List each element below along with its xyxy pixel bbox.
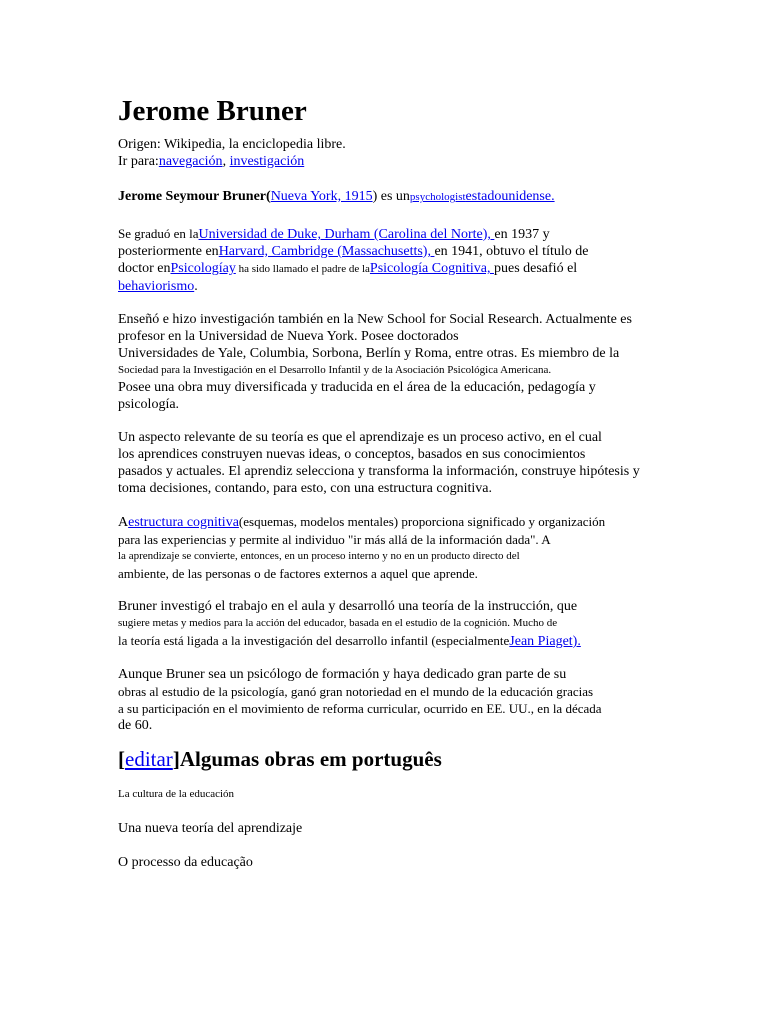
nationality-link[interactable]: estadounidense. bbox=[465, 189, 555, 204]
work-item: La cultura de la educación bbox=[118, 788, 235, 800]
p5-line: Bruner investigó el trabajo en el aula y desarrolló una teoría de la instrucción, que bbox=[118, 599, 578, 614]
jean-piaget-link[interactable]: Jean Piaget). bbox=[509, 634, 581, 649]
section-heading bbox=[118, 746, 666, 772]
intro-close-paren: ) bbox=[372, 189, 378, 204]
p1-text: Se graduó en la bbox=[118, 226, 199, 241]
p1-text: posteriormente en bbox=[118, 244, 219, 259]
p1-text: doctor en bbox=[118, 261, 171, 276]
goto-separator: , bbox=[222, 154, 230, 169]
p4-text: A bbox=[118, 515, 129, 530]
intro-line bbox=[118, 188, 666, 206]
section-title: Algumas obras em português bbox=[179, 747, 442, 771]
p1-text: ha sido llamado el padre de la bbox=[235, 263, 370, 275]
harvard-link[interactable]: Harvard, Cambridge (Massachusetts), bbox=[218, 244, 435, 259]
psychology-link[interactable]: Psicologíay bbox=[170, 261, 236, 276]
p5-line: sugiere metas y medios para la acción del educador, basada en el estudio de la cognición. Mucho de bbox=[118, 617, 558, 629]
p4-text: (esquemas, modelos mentales) proporciona significado y organización bbox=[238, 514, 606, 529]
p1-line-4 bbox=[118, 278, 666, 295]
subject-name: Jerome Seymour Bruner bbox=[118, 189, 267, 204]
work-item: Una nueva teoría del aprendizaje bbox=[118, 821, 303, 836]
cognitive-structure-link[interactable]: estructura cognitiva bbox=[128, 515, 239, 530]
behaviorism-link[interactable]: behaviorismo bbox=[118, 279, 195, 294]
p1-line-1 bbox=[118, 225, 666, 243]
p2-line: profesor en la Universidad de Nueva York. Posee doctorados bbox=[118, 329, 459, 344]
article bbox=[118, 94, 666, 871]
duke-university-link[interactable]: Universidad de Duke, Durham (Carolina del Norte), bbox=[198, 227, 495, 242]
p3-line: toma decisiones, contando, para esto, con una estructura cognitiva. bbox=[118, 481, 492, 496]
p4-line: la aprendizaje se convierte, entonces, en un proceso interno y no en un producto directo del bbox=[118, 550, 520, 562]
p6-line: a su participación en el movimiento de reforma curricular, ocurrido en EE. UU., en la década bbox=[118, 701, 602, 716]
p1-text: en 1937 y bbox=[494, 227, 550, 242]
p4-line: ambiente, de las personas o de factores externos a aquel que aprende. bbox=[118, 566, 478, 581]
p1-line-2 bbox=[118, 243, 666, 260]
p4-line: para las experiencias y permite al individuo "ir más allá de la información dada". A bbox=[118, 532, 551, 547]
edit-bracket-open: [ bbox=[118, 747, 125, 771]
work-item: O processo da educação bbox=[118, 855, 253, 870]
navigation-link[interactable]: navegación bbox=[158, 154, 223, 169]
edit-bracket-close: ] bbox=[172, 747, 180, 771]
cognitive-psychology-link[interactable]: Psicología Cognitiva, bbox=[369, 261, 494, 276]
p6-line: de 60. bbox=[118, 718, 153, 733]
p3-line: los aprendices construyen nuevas ideas, o conceptos, basados en sus conocimientos bbox=[118, 447, 586, 462]
p2-line: Posee una obra muy diversificada y traducida en el área de la educación, pedagogía y bbox=[118, 380, 596, 395]
psychologist-link[interactable]: psychologist bbox=[409, 191, 466, 203]
search-link[interactable]: investigación bbox=[229, 154, 305, 169]
birthplace-link[interactable]: Nueva York, 1915 bbox=[270, 189, 373, 204]
p1-text: pues desafió el bbox=[493, 261, 578, 276]
page-title: Jerome Bruner bbox=[118, 95, 307, 127]
p5-text: la teoría está ligada a la investigación del desarrollo infantil (especialmente bbox=[118, 633, 510, 648]
p1-text: en 1941, obtuvo el título de bbox=[434, 244, 589, 259]
p2-line: Enseñó e hizo investigación también en la New School for Social Research. Actualmente es bbox=[118, 312, 632, 327]
p2-line: Sociedad para la Investigación en el Desarrollo Infantil y de la Asociación Psicológica Americana. bbox=[118, 364, 552, 376]
p6-line: Aunque Bruner sea un psicólogo de formación y haya dedicado gran parte de su bbox=[118, 667, 567, 682]
intro-text: es un bbox=[377, 189, 410, 204]
p1-line-3 bbox=[118, 260, 666, 278]
intro-open-paren: ( bbox=[266, 189, 271, 204]
p3-line: Un aspecto relevante de su teoría es que el aprendizaje es un proceso activo, en el cual bbox=[118, 430, 602, 445]
p4-line-1 bbox=[118, 513, 666, 531]
goto-prefix: Ir para: bbox=[118, 154, 159, 169]
edit-link[interactable]: editar bbox=[125, 747, 173, 771]
p2-line: Universidades de Yale, Columbia, Sorbona, Berlín y Roma, entre otras. Es miembro de la bbox=[118, 346, 620, 361]
p5-line-3 bbox=[118, 632, 666, 650]
goto-line bbox=[118, 153, 666, 170]
p3-line: pasados y actuales. El aprendiz selecciona y transforma la información, construye hipótesis y bbox=[118, 464, 640, 479]
origin-note: Origen: Wikipedia, la enciclopedia libre. bbox=[118, 137, 346, 152]
p2-line: psicología. bbox=[118, 397, 180, 412]
p6-line: obras al estudio de la psicología, ganó gran notoriedad en el mundo de la educación gracias bbox=[118, 684, 594, 699]
p1-text: . bbox=[194, 279, 198, 294]
